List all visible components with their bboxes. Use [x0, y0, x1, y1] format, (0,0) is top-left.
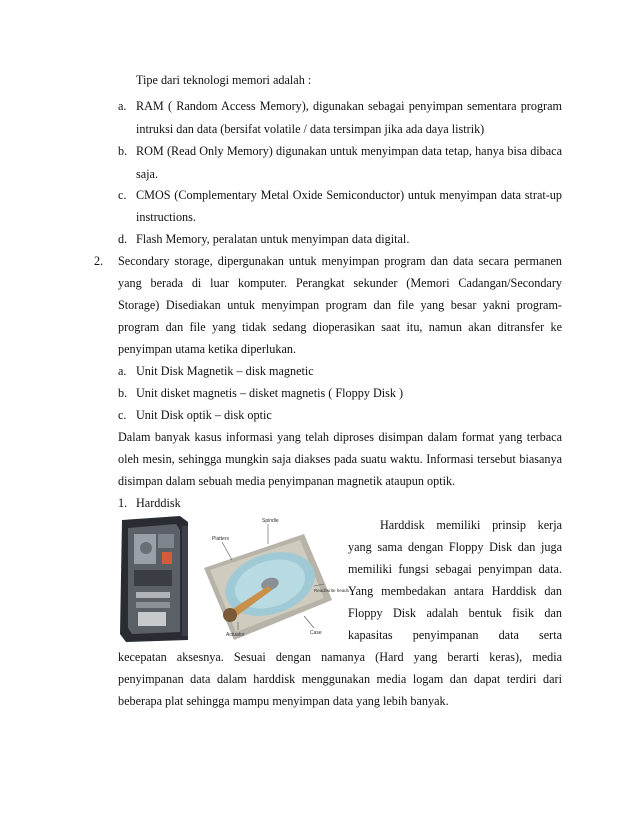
- paragraph-line: Floppy Disk adalah bentuk fisik dan: [348, 606, 562, 620]
- paragraph-line: Dalam banyak kasus informasi yang telah diproses disimpan dalam format yang terbaca: [118, 430, 562, 444]
- list-text: ROM (Read Only Memory) digunakan untuk menyimpan data tetap, hanya bisa dibaca: [136, 144, 562, 158]
- list-label: b.: [118, 144, 128, 158]
- harddisk-illustration: [118, 512, 350, 644]
- paragraph-line: disimpan dalam sebuah media penyimpanan magnetik ataupun optik.: [118, 474, 456, 488]
- list-text: instructions.: [136, 210, 196, 224]
- paragraph-line: penyimpan utama ketika diperlukan.: [118, 342, 297, 356]
- list-label: a.: [118, 99, 127, 113]
- harddisk-figure: [118, 512, 350, 644]
- list-label: c.: [118, 408, 127, 422]
- list-label: a.: [118, 364, 127, 378]
- paragraph-line: oleh mesin, sehingga mungkin saja diakses pada suatu waktu. Informasi tersebut biasanya: [118, 452, 562, 466]
- paragraph-line: program dan file yang tidak sedang dioperasikan saat itu, namun akan ditransfer ke: [118, 320, 562, 334]
- list-text: Unit disket magnetis – disket magnetis ( Floppy Disk ): [136, 386, 404, 400]
- list-text: RAM ( Random Access Memory), digunakan sebagai penyimpan sementara program: [136, 99, 562, 113]
- list-text: intruksi dan data (bersifat volatile / data tersimpan jika ada daya listrik): [136, 122, 485, 136]
- list-text: Unit Disk optik – disk optic: [136, 408, 272, 422]
- list-text: Unit Disk Magnetik – disk magnetic: [136, 364, 314, 378]
- paragraph-line: Yang membedakan antara Harddisk dan: [348, 584, 562, 598]
- paragraph-line: yang berada di luar komputer. Perangkat sekunder (Memori Cadangan/Secondary: [118, 276, 562, 290]
- paragraph-line: kapasitas penyimpanan data serta: [348, 628, 562, 642]
- list-label: d.: [118, 232, 128, 246]
- paragraph-line: Harddisk memiliki prinsip kerja: [380, 518, 562, 532]
- paragraph-line: Secondary storage, dipergunakan untuk menyimpan program dan data secara permanen: [118, 254, 562, 268]
- section-number: 2.: [94, 254, 104, 268]
- list-label: b.: [118, 386, 128, 400]
- figure-label-case: Case: [310, 630, 322, 636]
- paragraph-line: memiliki fungsi sebagai penyimpan data.: [348, 562, 562, 576]
- paragraph-line: Storage) Disediakan untuk menyimpan program dan file yang besar yakni program-: [118, 298, 562, 312]
- paragraph-line: penyimpanan data dalam harddisk menggunakan media logam dan dapat terdiri dari: [118, 672, 562, 686]
- figure-label-heads: Read/write heads: [314, 588, 350, 593]
- figure-label-platters: Platters: [212, 536, 229, 542]
- paragraph-line: beberapa plat sehingga mampu menyimpan data yang lebih banyak.: [118, 694, 449, 708]
- figure-label-actuator: Actuator: [226, 632, 245, 638]
- paragraph-line: yang sama dengan Floppy Disk dan juga: [348, 540, 562, 554]
- memory-intro: Tipe dari teknologi memori adalah :: [136, 73, 312, 87]
- subsection-number: 1.: [118, 496, 128, 510]
- subsection-heading: Harddisk: [136, 496, 181, 510]
- list-text: CMOS (Complementary Metal Oxide Semiconductor) untuk menyimpan data strat-up: [136, 188, 562, 202]
- list-text: Flash Memory, peralatan untuk menyimpan data digital.: [136, 232, 410, 246]
- paragraph-line: kecepatan aksesnya. Sesuai dengan namanya (Hard yang berarti keras), media: [118, 650, 562, 664]
- list-label: c.: [118, 188, 127, 202]
- computer-tower-image: [120, 516, 188, 642]
- list-text: saja.: [136, 167, 158, 181]
- figure-label-spindle: Spindle: [262, 518, 279, 524]
